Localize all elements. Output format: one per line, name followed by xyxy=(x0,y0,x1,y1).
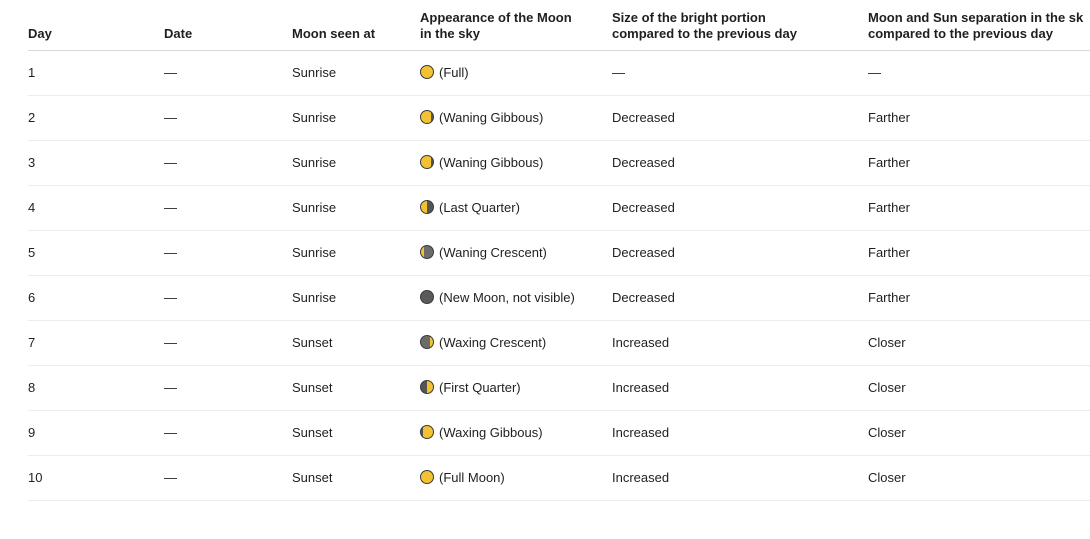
appearance-cell: (Last Quarter) xyxy=(420,186,612,231)
table-row xyxy=(28,141,1090,186)
moon-seen-at-cell: Sunrise xyxy=(292,141,420,186)
table-row xyxy=(28,96,1090,141)
first-quarter-moon-icon xyxy=(420,380,434,394)
date-cell: — xyxy=(164,141,292,186)
size-cell: Increased xyxy=(612,366,868,411)
size-cell: Decreased xyxy=(612,141,868,186)
day-cell: 3 xyxy=(28,141,164,186)
table-row xyxy=(28,411,1090,456)
appearance-cell: (First Quarter) xyxy=(420,366,612,411)
appearance-cell: (Full) xyxy=(420,51,612,96)
waning-gibbous-moon-icon xyxy=(420,110,434,124)
header-appearance: Appearance of the Moon in the sky xyxy=(420,0,612,51)
moon-seen-at-cell: Sunset xyxy=(292,321,420,366)
date-cell: — xyxy=(164,456,292,501)
date-cell: — xyxy=(164,276,292,321)
table-row xyxy=(28,276,1090,321)
appearance-cell: (Waning Gibbous) xyxy=(420,96,612,141)
size-cell: Decreased xyxy=(612,276,868,321)
header-separation: Moon and Sun separation in the sk compared to the previous day xyxy=(868,0,1090,51)
moon-phase-table-container xyxy=(28,0,1090,501)
waning-gibbous-moon-icon xyxy=(420,155,434,169)
table-row xyxy=(28,366,1090,411)
table-row xyxy=(28,51,1090,96)
header-size: Size of the bright portion compared to the previous day xyxy=(612,0,868,51)
date-cell: — xyxy=(164,51,292,96)
day-cell: 4 xyxy=(28,186,164,231)
size-cell: Decreased xyxy=(612,231,868,276)
waxing-gibbous-moon-icon xyxy=(420,425,434,439)
day-cell: 8 xyxy=(28,366,164,411)
size-cell: Increased xyxy=(612,411,868,456)
appearance-cell: (Waning Crescent) xyxy=(420,231,612,276)
day-cell: 5 xyxy=(28,231,164,276)
moon-seen-at-cell: Sunset xyxy=(292,366,420,411)
appearance-cell: (Waxing Gibbous) xyxy=(420,411,612,456)
header-day: Day xyxy=(28,0,164,51)
full-moon-icon xyxy=(420,65,434,79)
date-cell: — xyxy=(164,411,292,456)
size-cell: Decreased xyxy=(612,186,868,231)
size-cell: Increased xyxy=(612,321,868,366)
moon-seen-at-cell: Sunset xyxy=(292,456,420,501)
moon-seen-at-cell: Sunrise xyxy=(292,231,420,276)
header-row xyxy=(28,0,1090,51)
table-row xyxy=(28,231,1090,276)
date-cell: — xyxy=(164,231,292,276)
moon-seen-at-cell: Sunset xyxy=(292,411,420,456)
header-date: Date xyxy=(164,0,292,51)
date-cell: — xyxy=(164,366,292,411)
appearance-cell: (New Moon, not visible) xyxy=(420,276,612,321)
table-header xyxy=(28,0,1090,51)
waxing-crescent-moon-icon xyxy=(420,335,434,349)
separation-cell: Closer xyxy=(868,411,1090,456)
separation-cell: Closer xyxy=(868,321,1090,366)
separation-cell: Farther xyxy=(868,276,1090,321)
full-moon-icon xyxy=(420,470,434,484)
separation-cell: — xyxy=(868,51,1090,96)
separation-cell: Farther xyxy=(868,186,1090,231)
appearance-cell: (Waning Gibbous) xyxy=(420,141,612,186)
day-cell: 6 xyxy=(28,276,164,321)
separation-cell: Farther xyxy=(868,141,1090,186)
moon-seen-at-cell: Sunrise xyxy=(292,96,420,141)
table-row xyxy=(28,186,1090,231)
date-cell: — xyxy=(164,186,292,231)
moon-phase-table xyxy=(28,0,1090,501)
header-moon-seen-at: Moon seen at xyxy=(292,0,420,51)
moon-seen-at-cell: Sunrise xyxy=(292,276,420,321)
moon-seen-at-cell: Sunrise xyxy=(292,51,420,96)
size-cell: Increased xyxy=(612,456,868,501)
moon-seen-at-cell: Sunrise xyxy=(292,186,420,231)
size-cell: — xyxy=(612,51,868,96)
day-cell: 1 xyxy=(28,51,164,96)
date-cell: — xyxy=(164,96,292,141)
table-row xyxy=(28,321,1090,366)
separation-cell: Closer xyxy=(868,366,1090,411)
day-cell: 10 xyxy=(28,456,164,501)
day-cell: 9 xyxy=(28,411,164,456)
size-cell: Decreased xyxy=(612,96,868,141)
table-row xyxy=(28,456,1090,501)
appearance-cell: (Full Moon) xyxy=(420,456,612,501)
waning-crescent-moon-icon xyxy=(420,245,434,259)
new-moon-icon xyxy=(420,290,434,304)
appearance-cell: (Waxing Crescent) xyxy=(420,321,612,366)
separation-cell: Closer xyxy=(868,456,1090,501)
day-cell: 7 xyxy=(28,321,164,366)
last-quarter-moon-icon xyxy=(420,200,434,214)
separation-cell: Farther xyxy=(868,96,1090,141)
table-body xyxy=(28,51,1090,501)
day-cell: 2 xyxy=(28,96,164,141)
separation-cell: Farther xyxy=(868,231,1090,276)
date-cell: — xyxy=(164,321,292,366)
